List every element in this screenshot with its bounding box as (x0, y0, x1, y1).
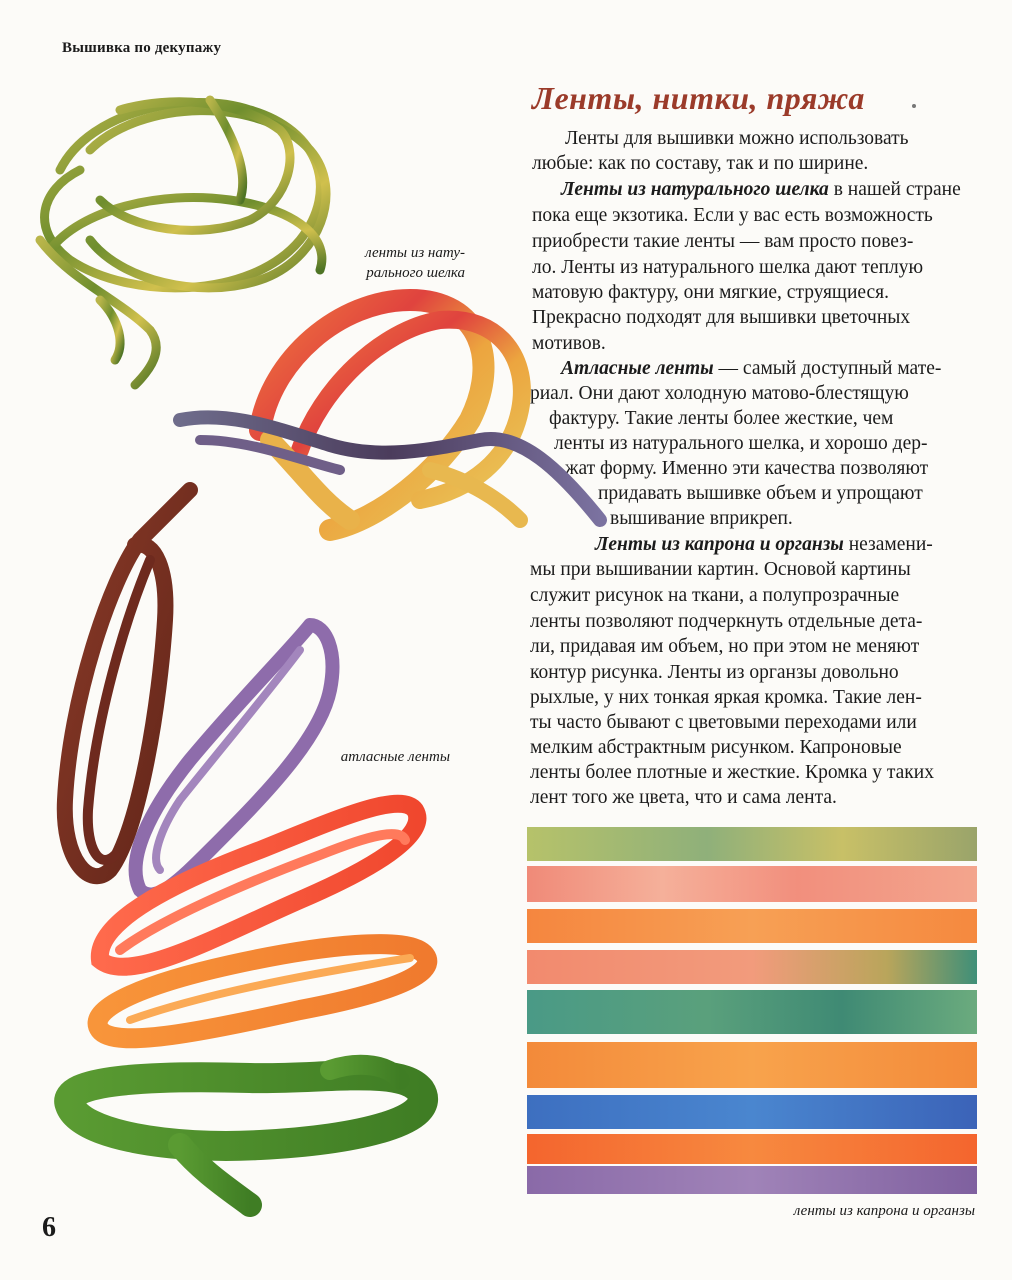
text-line: придавать вышивке объем и упрощают (598, 483, 923, 504)
text-line: ленты из натурального шелка, и хорошо дер- (554, 433, 928, 454)
text-line: Прекрасно подходят для вышивки цветочных (532, 307, 911, 328)
caption-organza: ленты из капрона и органзы (793, 1203, 975, 1219)
text-line: Атласные ленты — самый доступный мате- (561, 358, 942, 379)
text-line: мелким абстрактным рисунком. Капроновые (530, 737, 902, 758)
ribbon-stripe (527, 1134, 977, 1164)
text-line: мы при вышивании картин. Основой картины (530, 559, 911, 580)
text-line: лент того же цвета, что и сама лента. (530, 787, 837, 808)
caption-satin: атласные ленты (340, 749, 450, 765)
text-line: служит рисунок на ткани, а полупрозрачные (530, 585, 900, 606)
text-line: ленты более плотные и жесткие. Кромка у таких (530, 762, 934, 783)
emphasis-satin: Атласные ленты (561, 358, 714, 379)
text-line: приобрести такие ленты — вам просто повез- (532, 231, 914, 252)
emphasis-silk: Ленты из натурального шелка (561, 179, 829, 200)
text-line: пока еще экзотика. Если у вас есть возможность (532, 205, 933, 226)
text-line: ленты позволяют подчеркнуть отдельные дета- (530, 611, 923, 632)
text-line: контур рисунка. Ленты из органзы довольно (530, 662, 899, 683)
text-line: жат форму. Именно эти качества позволяют (565, 458, 929, 479)
emphasis-organza: Ленты из капрона и органзы (595, 534, 844, 555)
ribbon-stripe (527, 1042, 977, 1088)
text-line: вышивание вприкреп. (610, 508, 793, 529)
ribbon-stripe (527, 1095, 977, 1129)
running-title: Вышивка по декупажу (62, 40, 222, 56)
ribbon-stripe (527, 827, 977, 861)
text-line: риал. Они дают холодную матово-блестящую (530, 383, 909, 404)
text-line: Ленты для вышивки можно использовать (565, 128, 909, 149)
ribbon-stripe (527, 866, 977, 902)
text-line: ты часто бывают с цветовыми переходами или (530, 712, 917, 733)
ribbon-stripe (527, 950, 977, 984)
page-number: 6 (42, 1212, 56, 1243)
caption-silk: ленты из нату- рального шелка (365, 245, 465, 281)
ribbon-stripe (527, 909, 977, 943)
text-line: фактуру. Такие ленты более жесткие, чем (549, 408, 894, 429)
text-line: Ленты из натурального шелка в нашей стране (561, 179, 961, 200)
text-line: ло. Ленты из натурального шелка дают теплую (532, 257, 924, 278)
text-line: ли, придавая им объем, но при этом не меняют (530, 636, 920, 657)
text-line: Ленты из капрона и органзы незамени- (595, 534, 933, 555)
text-line: мотивов. (532, 333, 606, 354)
text-line: рыхлые, у них тонкая яркая кромка. Такие лен- (530, 687, 922, 708)
ribbon-stripe (527, 990, 977, 1034)
section-title: Ленты, нитки, пряжа (532, 80, 865, 116)
text-line: матовую фактуру, они мягкие, струящиеся. (532, 282, 890, 303)
text-line: любые: как по составу, так и по ширине. (532, 153, 869, 174)
ribbon-stripe (527, 1166, 977, 1194)
